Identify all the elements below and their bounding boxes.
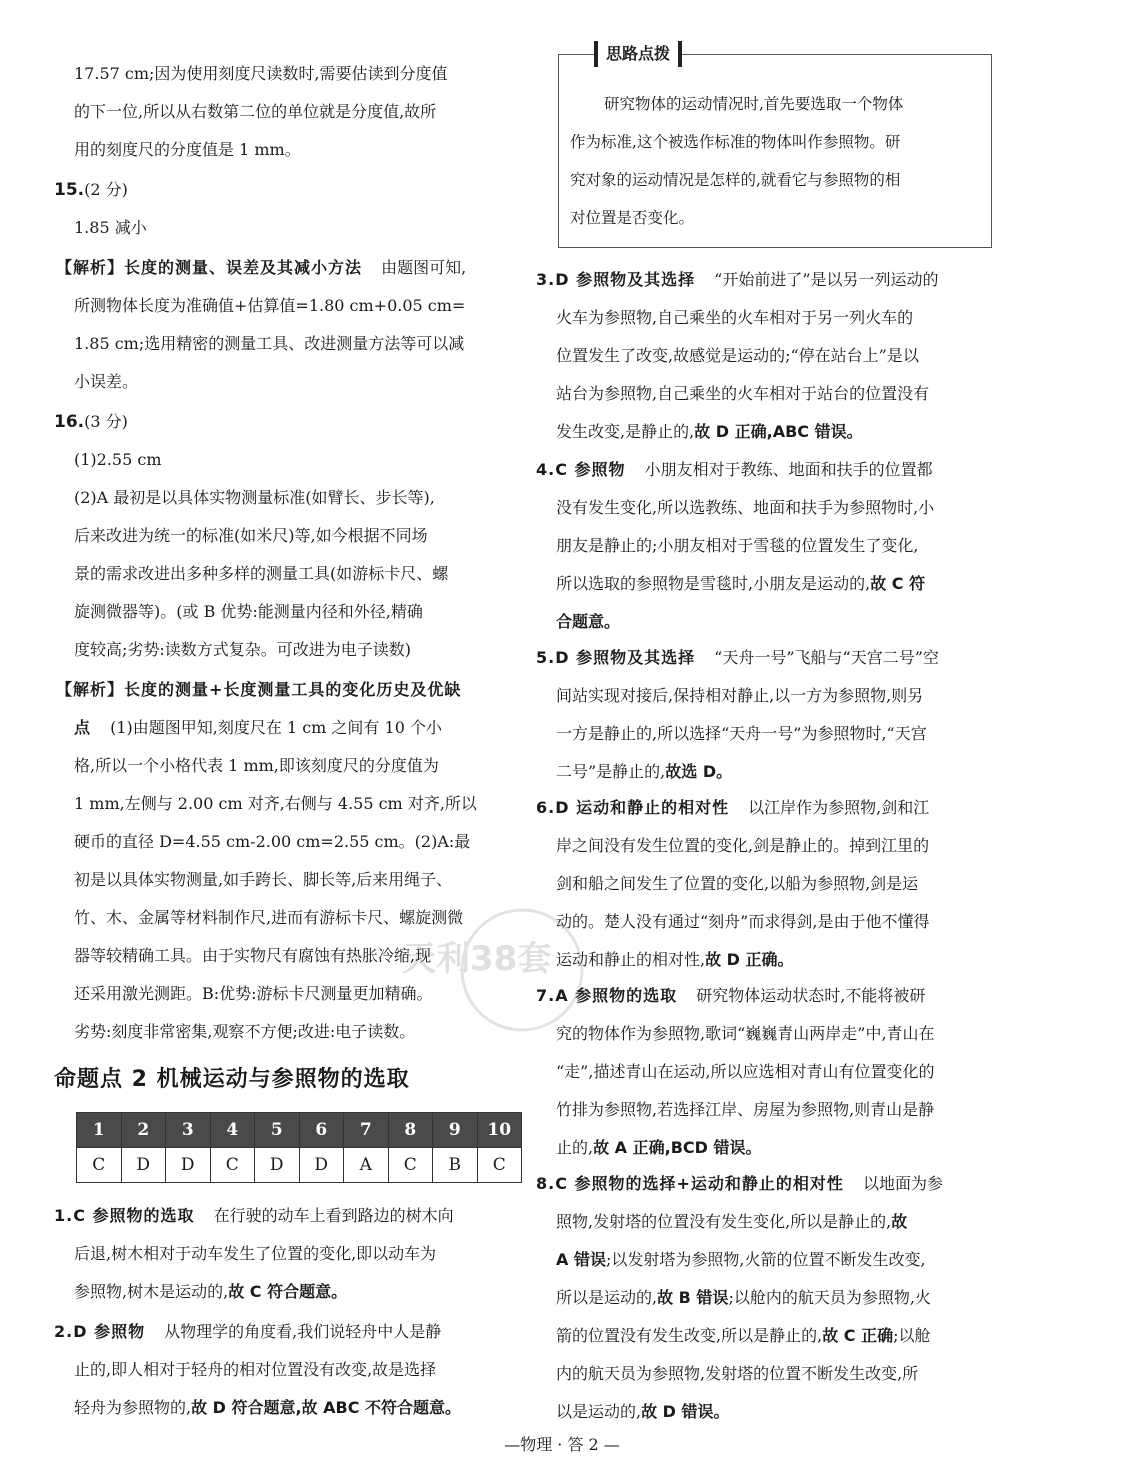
text-span: ;以舱 xyxy=(893,1326,931,1345)
analysis-text: (1)由题图甲知,刻度尺在 1 cm 之间有 10 个小 xyxy=(110,718,442,737)
question-number: 16. xyxy=(54,412,85,432)
table-header-cell: 10 xyxy=(477,1113,522,1148)
question-text: 研究物体运动状态时,不能将被研 xyxy=(696,986,926,1005)
text-line: 竹排为参照物,若选择江岸、房屋为参照物,则青山是静 xyxy=(556,1100,935,1119)
text-line: 剑和船之间发生了位置的变化,以船为参照物,剑是运 xyxy=(556,874,919,893)
analysis-line: 竹、木、金属等材料制作尺,进而有游标卡尺、螺旋测微 xyxy=(74,908,464,927)
text-line xyxy=(556,760,732,784)
table-cell: D xyxy=(255,1148,300,1183)
table-header-cell: 3 xyxy=(166,1113,211,1148)
analysis-line: 器等较精确工具。由于实物尺有腐蚀有热胀冷缩,现 xyxy=(74,946,432,965)
text-line: 17.57 cm;因为使用刻度尺读数时,需要估读到分度值 xyxy=(74,64,448,83)
question-number: 15. xyxy=(54,180,85,200)
text-line xyxy=(556,1400,730,1424)
question-text: 在行驶的动车上看到路边的树木向 xyxy=(213,1206,454,1225)
conclusion-text: 故 C 符合题意。 xyxy=(228,1282,348,1301)
answer-table xyxy=(76,1112,522,1183)
conclusion-text: 合题意。 xyxy=(556,612,621,631)
text-line: 动的。楚人没有通过“刻舟”而求得剑,是由于他不懂得 xyxy=(556,912,930,931)
question-5-line xyxy=(536,646,939,670)
text-line xyxy=(556,1136,762,1160)
conclusion-text: 故 A 正确,BCD 错误。 xyxy=(593,1138,762,1157)
table-cell: A xyxy=(344,1148,389,1183)
text-span: 照物,发射塔的位置没有发生变化,所以是静止的, xyxy=(556,1212,892,1231)
text-span: 运动和静止的相对性, xyxy=(556,950,706,969)
tip-line: 究对象的运动情况是怎样的,就看它与参照物的相 xyxy=(570,171,901,189)
question-1-line xyxy=(54,1204,454,1228)
text-line: 间站实现对接后,保持相对静止,以一方为参照物,则另 xyxy=(556,686,924,705)
text-span: 二号”是静止的, xyxy=(556,762,666,781)
analysis-tag xyxy=(56,678,461,702)
analysis-tag-text: 【解析】长度的测量+长度测量工具的变化历史及优缺 xyxy=(56,680,462,699)
table-cell: D xyxy=(121,1148,166,1183)
question-text: 从物理学的角度看,我们说轻舟中人是静 xyxy=(164,1322,442,1341)
text-line: 究的物体作为参照物,歌词“巍巍青山两岸走”中,青山在 xyxy=(556,1024,935,1043)
analysis-tag: 【解析】长度的测量、误差及其减小方法 xyxy=(56,258,363,277)
text-line xyxy=(556,1210,907,1234)
question-6-line xyxy=(536,796,929,820)
text-span: 以是运动的, xyxy=(556,1402,642,1421)
analysis-line: 小误差。 xyxy=(74,372,139,391)
answer-table-header-row xyxy=(77,1113,522,1148)
answer-line: 度较高;劣势:读数方式复杂。可改进为电子读数) xyxy=(74,640,412,659)
text-span: 止的, xyxy=(556,1138,594,1157)
analysis-line: 1 mm,左侧与 2.00 cm 对齐,右侧与 4.55 cm 对齐,所以 xyxy=(74,794,477,813)
table-header-cell: 5 xyxy=(255,1113,300,1148)
conclusion-text: 故选 D。 xyxy=(665,762,733,781)
conclusion-text: 故 D 正确。 xyxy=(705,950,794,969)
analysis-line: 格,所以一个小格代表 1 mm,即该刻度尺的分度值为 xyxy=(74,756,439,775)
question-tag: 6.D 运动和静止的相对性 xyxy=(536,798,730,817)
table-cell: C xyxy=(388,1148,433,1183)
text-line: 内的航天员为参照物,发射塔的位置不断发生改变,所 xyxy=(556,1364,919,1383)
text-line xyxy=(74,1280,347,1304)
question-score: (2 分) xyxy=(84,180,128,199)
analysis-line xyxy=(56,256,466,280)
analysis-line: 劣势:刻度非常密集,观察不方便;改进:电子读数。 xyxy=(74,1022,416,1041)
text-line: 位置发生了改变,故感觉是运动的;“停在站台上”是以 xyxy=(556,346,919,365)
text-line: 没有发生变化,所以选教练、地面和扶手为参照物时,小 xyxy=(556,498,935,517)
question-text: 小朋友相对于教练、地面和扶手的位置都 xyxy=(644,460,933,479)
text-span: 轻舟为参照物的, xyxy=(74,1398,192,1417)
question-text: “天舟一号”飞船与“天宫二号”空 xyxy=(714,648,939,667)
text-span: 所以是运动的, xyxy=(556,1288,658,1307)
tip-title: 思路点拨 xyxy=(594,41,682,67)
analysis-line: 所测物体长度为准确值+估算值=1.80 cm+0.05 cm= xyxy=(74,296,466,315)
tip-line: 研究物体的运动情况时,首先要选取一个物体 xyxy=(604,95,904,113)
question-tag: 3.D 参照物及其选择 xyxy=(536,270,696,289)
text-span: ;以发射塔为参照物,火箭的位置不断发生改变, xyxy=(605,1250,926,1269)
question-score: (3 分) xyxy=(84,412,128,431)
text-span: 发生改变,是静止的, xyxy=(556,422,695,441)
text-line: 后退,树木相对于动车发生了位置的变化,即以动车为 xyxy=(74,1244,437,1263)
text-line: 用的刻度尺的分度值是 1 mm。 xyxy=(74,140,301,159)
conclusion-text: 故 xyxy=(891,1212,908,1231)
table-cell: D xyxy=(299,1148,344,1183)
table-cell: D xyxy=(166,1148,211,1183)
text-span: 箭的位置没有发生改变,所以是静止的, xyxy=(556,1326,823,1345)
analysis-line: 初是以具体实物测量,如手跨长、脚长等,后来用绳子、 xyxy=(74,870,453,889)
analysis-tag-text: 点 xyxy=(74,718,92,737)
answer-line: (1)2.55 cm xyxy=(74,450,162,469)
text-line: 止的,即人相对于轻舟的相对位置没有改变,故是选择 xyxy=(74,1360,437,1379)
answer-line: 旋测微器等)。(或 B 优势:能测量内径和外径,精确 xyxy=(74,602,423,621)
text-span: 所以选取的参照物是雪毯时,小朋友是运动的, xyxy=(556,574,871,593)
text-line xyxy=(556,1324,930,1348)
table-cell: C xyxy=(477,1148,522,1183)
text-line: 火车为参照物,自己乘坐的火车相对于另一列火车的 xyxy=(556,308,914,327)
table-header-cell: 9 xyxy=(433,1113,478,1148)
table-cell: B xyxy=(433,1148,478,1183)
question-tag: 8.C 参照物的选择+运动和静止的相对性 xyxy=(536,1174,844,1193)
text-line xyxy=(556,1248,926,1272)
text-line xyxy=(556,420,863,444)
question-text: 以江岸作为参照物,剑和江 xyxy=(748,798,930,817)
conclusion-text: A 错误 xyxy=(556,1250,606,1269)
conclusion-text: 故 C 符 xyxy=(870,574,926,593)
tip-line: 对位置是否变化。 xyxy=(570,209,695,227)
table-header-cell: 6 xyxy=(299,1113,344,1148)
question-text: “开始前进了”是以另一列运动的 xyxy=(714,270,939,289)
text-line: 朋友是静止的;小朋友相对于雪毯的位置发生了变化, xyxy=(556,536,919,555)
conclusion-text: 故 D 错误。 xyxy=(641,1402,730,1421)
table-header-cell: 1 xyxy=(77,1113,122,1148)
question-tag: 4.C 参照物 xyxy=(536,460,626,479)
answer-line: 后来改进为统一的标准(如米尺)等,如今根据不同场 xyxy=(74,526,428,545)
question-tag: 1.C 参照物的选取 xyxy=(54,1206,195,1225)
analysis-line: 硬币的直径 D=4.55 cm-2.00 cm=2.55 cm。(2)A:最 xyxy=(74,832,471,851)
analysis-line: 1.85 cm;选用精密的测量工具、改进测量方法等可以减 xyxy=(74,334,465,353)
text-line: 一方是静止的,所以选择“天舟一号”为参照物时,“天宫 xyxy=(556,724,927,743)
table-header-cell: 7 xyxy=(344,1113,389,1148)
text-line: 岸之间没有发生位置的变化,剑是静止的。掉到江里的 xyxy=(556,836,930,855)
question-tag: 5.D 参照物及其选择 xyxy=(536,648,696,667)
text-span: 参照物,树木是运动的, xyxy=(74,1282,229,1301)
answer-table-value-row xyxy=(77,1148,522,1183)
analysis-line xyxy=(74,716,442,740)
text-line: 站台为参照物,自己乘坐的火车相对于站台的位置没有 xyxy=(556,384,930,403)
answer-line: (2)A 最初是以具体实物测量标准(如臂长、步长等), xyxy=(74,488,435,507)
watermark-logo xyxy=(392,900,652,1040)
section-title: 命题点 2 机械运动与参照物的选取 xyxy=(54,1067,410,1092)
tip-line: 作为标准,这个被选作标准的物体叫作参照物。研 xyxy=(570,133,901,151)
text-line xyxy=(74,1396,461,1420)
answer-line: 景的需求改进出多种多样的测量工具(如游标卡尺、螺 xyxy=(74,564,449,583)
analysis-line: 还采用激光测距。B:优势:游标卡尺测量更加精确。 xyxy=(74,984,433,1003)
table-header-cell: 2 xyxy=(121,1113,166,1148)
question-tag: 7.A 参照物的选取 xyxy=(536,986,678,1005)
question-8-line xyxy=(536,1172,943,1196)
text-line xyxy=(556,572,925,596)
analysis-text: 由题图可知, xyxy=(381,258,467,277)
text-line: 的下一位,所以从右数第二位的单位就是分度值,故所 xyxy=(74,102,437,121)
page-footer: —物理 · 答 2 — xyxy=(504,1435,620,1454)
table-cell: C xyxy=(77,1148,122,1183)
question-3-line xyxy=(536,268,939,292)
question-15-header xyxy=(54,178,128,202)
question-text: 以地面为参 xyxy=(863,1174,944,1193)
question-2-line xyxy=(54,1320,441,1344)
question-tag: 2.D 参照物 xyxy=(54,1322,146,1341)
question-16-header xyxy=(54,410,128,434)
table-cell: C xyxy=(210,1148,255,1183)
conclusion-text: 故 B 错误 xyxy=(657,1288,729,1307)
question-4-line xyxy=(536,458,933,482)
conclusion-text: 故 C 正确 xyxy=(822,1326,894,1345)
table-header-cell: 8 xyxy=(388,1113,433,1148)
watermark-text: 天利38套 xyxy=(402,939,552,979)
text-line: “走”,描述青山在运动,所以应选相对青山有位置变化的 xyxy=(556,1062,935,1081)
text-line xyxy=(556,1286,931,1310)
conclusion-text: 故 D 符合题意,故 ABC 不符合题意。 xyxy=(191,1398,462,1417)
question-15-answer: 1.85 减小 xyxy=(74,218,147,237)
table-header-cell: 4 xyxy=(210,1113,255,1148)
text-span: ;以舱内的航天员为参照物,火 xyxy=(728,1288,931,1307)
conclusion-text: 故 D 正确,ABC 错误。 xyxy=(694,422,863,441)
